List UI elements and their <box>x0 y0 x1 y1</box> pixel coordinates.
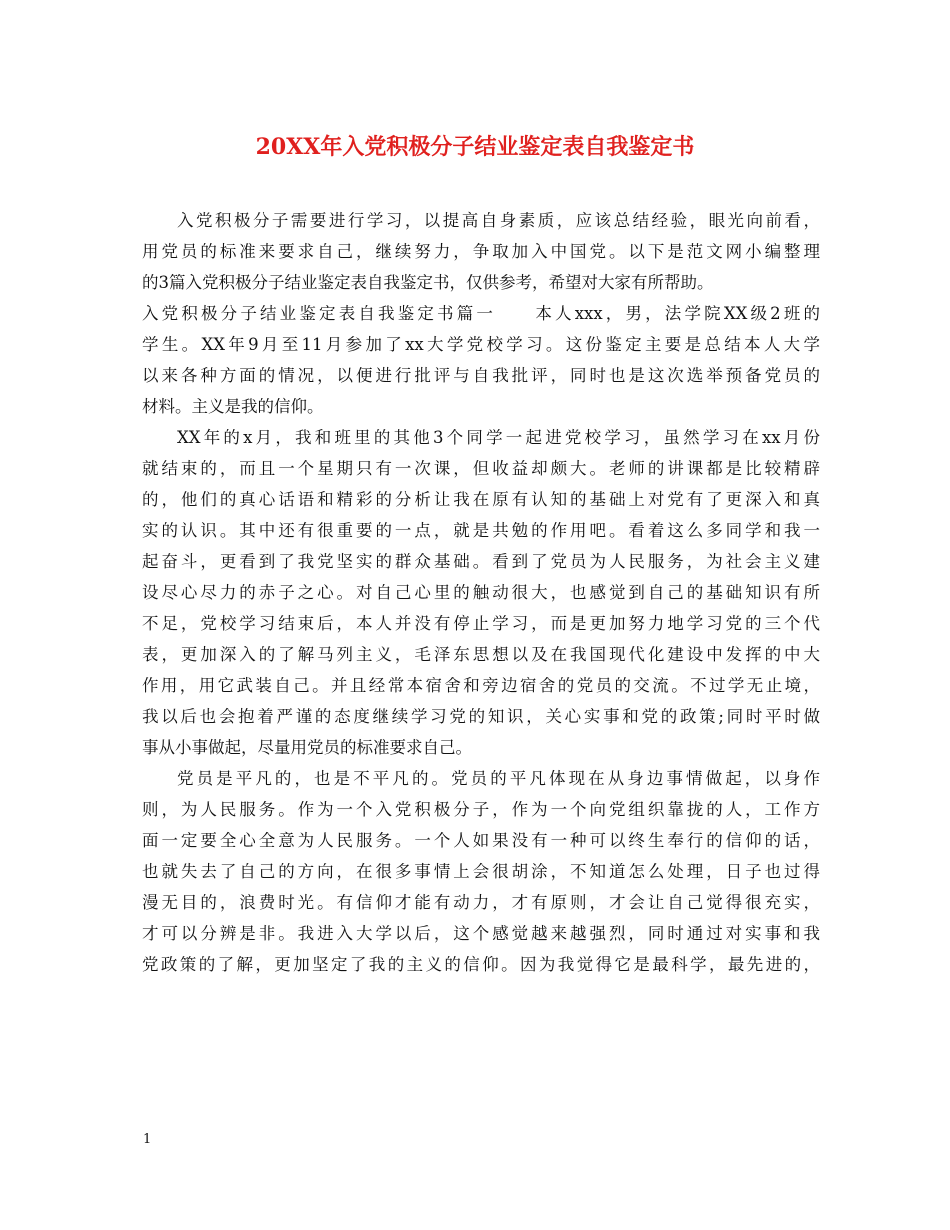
body-line: 就结束的，而且一个星期只有一次课，但收益却颇大。老师的讲课都是比较精辟 <box>142 459 820 478</box>
body-line: 党政策的了解，更加坚定了我的主义的信仰。因为我觉得它是最科学，最先进的， <box>142 955 820 974</box>
body-line: 不足，党校学习结束后，本人并没有停止学习，而是更加努力地学习党的三个代 <box>142 614 820 633</box>
body-line: 面一定要全心全意为人民服务。一个人如果没有一种可以终生奉行的信仰的话， <box>142 831 820 850</box>
body-line: 设尽心尽力的赤子之心。对自己心里的触动很大，也感觉到自己的基础知识有所 <box>142 583 820 602</box>
body-line: 则，为人民服务。作为一个入党积极分子，作为一个向党组织靠拢的人，工作方 <box>142 800 820 819</box>
document-body <box>142 205 820 980</box>
body-line: 入党积极分子结业鉴定表自我鉴定书篇一 本人xxx，男，法学院XX级2班的 <box>142 304 820 323</box>
body-line: 我以后也会抱着严谨的态度继续学习党的知识，关心实事和党的政策;同时平时做 <box>142 707 820 726</box>
body-line: 实的认识。其中还有很重要的一点，就是共勉的作用吧。看着这么多同学和我一 <box>142 521 820 540</box>
body-line: 也就失去了自己的方向，在很多事情上会很胡涂，不知道怎么处理，日子也过得 <box>142 862 820 881</box>
body-line: 材料。主义是我的信仰。 <box>142 397 324 416</box>
body-line: 的3篇入党积极分子结业鉴定表自我鉴定书，仅供参考，希望对大家有所帮助。 <box>142 273 714 292</box>
body-line: 事从小事做起，尽量用党员的标准要求自己。 <box>142 738 472 757</box>
body-line: 用党员的标准来要求自己，继续努力，争取加入中国党。以下是范文网小编整理 <box>142 242 820 261</box>
body-line: 表，更加深入的了解马列主义，毛泽东思想以及在我国现代化建设中发挥的中大 <box>142 645 820 664</box>
body-line: 入党积极分子需要进行学习，以提高自身素质，应该总结经验，眼光向前看， <box>177 211 820 230</box>
document-title: 20XX年入党积极分子结业鉴定表自我鉴定书 <box>255 134 695 160</box>
body-line: 漫无目的，浪费时光。有信仰才能有动力，才有原则，才会让自己觉得很充实， <box>142 893 820 912</box>
body-line: 才可以分辨是非。我进入大学以后，这个感觉越来越强烈，同时通过对实事和我 <box>142 924 820 943</box>
page-number: 1 <box>143 1132 152 1147</box>
body-line: 作用，用它武装自己。并且经常本宿舍和旁边宿舍的党员的交流。不过学无止境， <box>142 676 820 695</box>
body-line: XX年的x月，我和班里的其他3个同学一起进党校学习，虽然学习在xx月份 <box>177 428 820 447</box>
body-line: 的，他们的真心话语和精彩的分析让我在原有认知的基础上对党有了更深入和真 <box>142 490 820 509</box>
body-line: 起奋斗，更看到了我党坚实的群众基础。看到了党员为人民服务，为社会主义建 <box>142 552 820 571</box>
body-line: 学生。XX年9月至11月参加了xx大学党校学习。这份鉴定主要是总结本人大学 <box>142 335 820 354</box>
body-line: 以来各种方面的情况，以便进行批评与自我批评，同时也是这次选举预备党员的 <box>142 366 820 385</box>
body-line: 党员是平凡的，也是不平凡的。党员的平凡体现在从身边事情做起，以身作 <box>177 769 820 788</box>
